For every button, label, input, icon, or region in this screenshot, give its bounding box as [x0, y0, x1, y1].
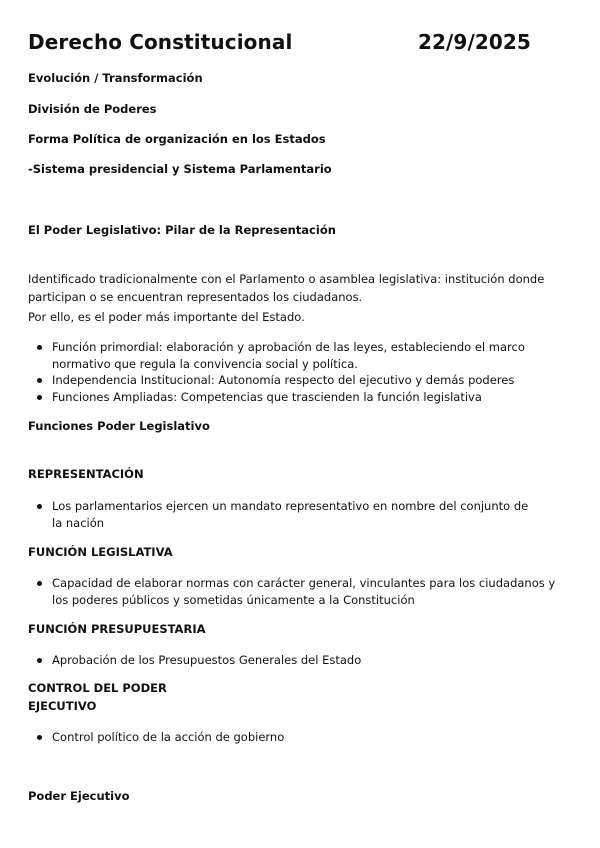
topic-forma-politica: Forma Política de organización en los Estados — [28, 132, 326, 146]
list-item: Capacidad de elaborar normas con carácter general, vinculantes para los ciudadanos y los poderes públicos y sometidas únicamente a la Constitución — [28, 575, 567, 608]
legislativa-list — [28, 575, 567, 608]
topic-sistemas: -Sistema presidencial y Sistema Parlamentario — [28, 162, 332, 176]
presupuestaria-list — [28, 652, 562, 669]
list-item: Función primordial: elaboración y aprobación de las leyes, estableciendo el marco normativo que regula la convivencia social y política. — [28, 339, 532, 372]
list-item: Aprobación de los Presupuestos Generales del Estado — [28, 652, 562, 669]
presupuestaria-heading: FUNCIÓN PRESUPUESTARIA — [28, 622, 206, 636]
control-list — [28, 729, 562, 746]
list-item: Funciones Ampliadas: Competencias que trascienden la función legislativa — [28, 389, 562, 406]
legislativo-bullet-list — [28, 339, 562, 405]
document-title: Derecho Constitucional — [28, 30, 293, 54]
topic-evolucion: Evolución / Transformación — [28, 71, 203, 85]
section-heading-poder-ejecutivo: Poder Ejecutivo — [28, 789, 130, 803]
paragraph-line: Por ello, es el poder más importante del Estado. — [28, 310, 305, 324]
list-item: Los parlamentarios ejercen un mandato representativo en nombre del conjunto de la nación — [28, 498, 542, 531]
representacion-list — [28, 498, 542, 531]
paragraph-line: participan o se encuentran representados los ciudadanos. — [28, 290, 363, 304]
list-item: Control político de la acción de gobierno — [28, 729, 562, 746]
representacion-heading: REPRESENTACIÓN — [28, 467, 144, 481]
paragraph-line: Identificado tradicionalmente con el Parlamento o asamblea legislativa: institución donde — [28, 272, 545, 286]
list-item: Independencia Institucional: Autonomía respecto del ejecutivo y demás poderes — [28, 372, 562, 389]
section-heading-poder-legislativo: El Poder Legislativo: Pilar de la Representación — [28, 223, 336, 237]
legislativa-heading: FUNCIÓN LEGISLATIVA — [28, 545, 173, 559]
functions-heading: Funciones Poder Legislativo — [28, 419, 210, 433]
control-heading-line1: CONTROL DEL PODER — [28, 681, 167, 695]
topic-division-poderes: División de Poderes — [28, 102, 157, 116]
document-date: 22/9/2025 — [418, 30, 531, 54]
control-heading-line2: EJECUTIVO — [28, 699, 97, 713]
